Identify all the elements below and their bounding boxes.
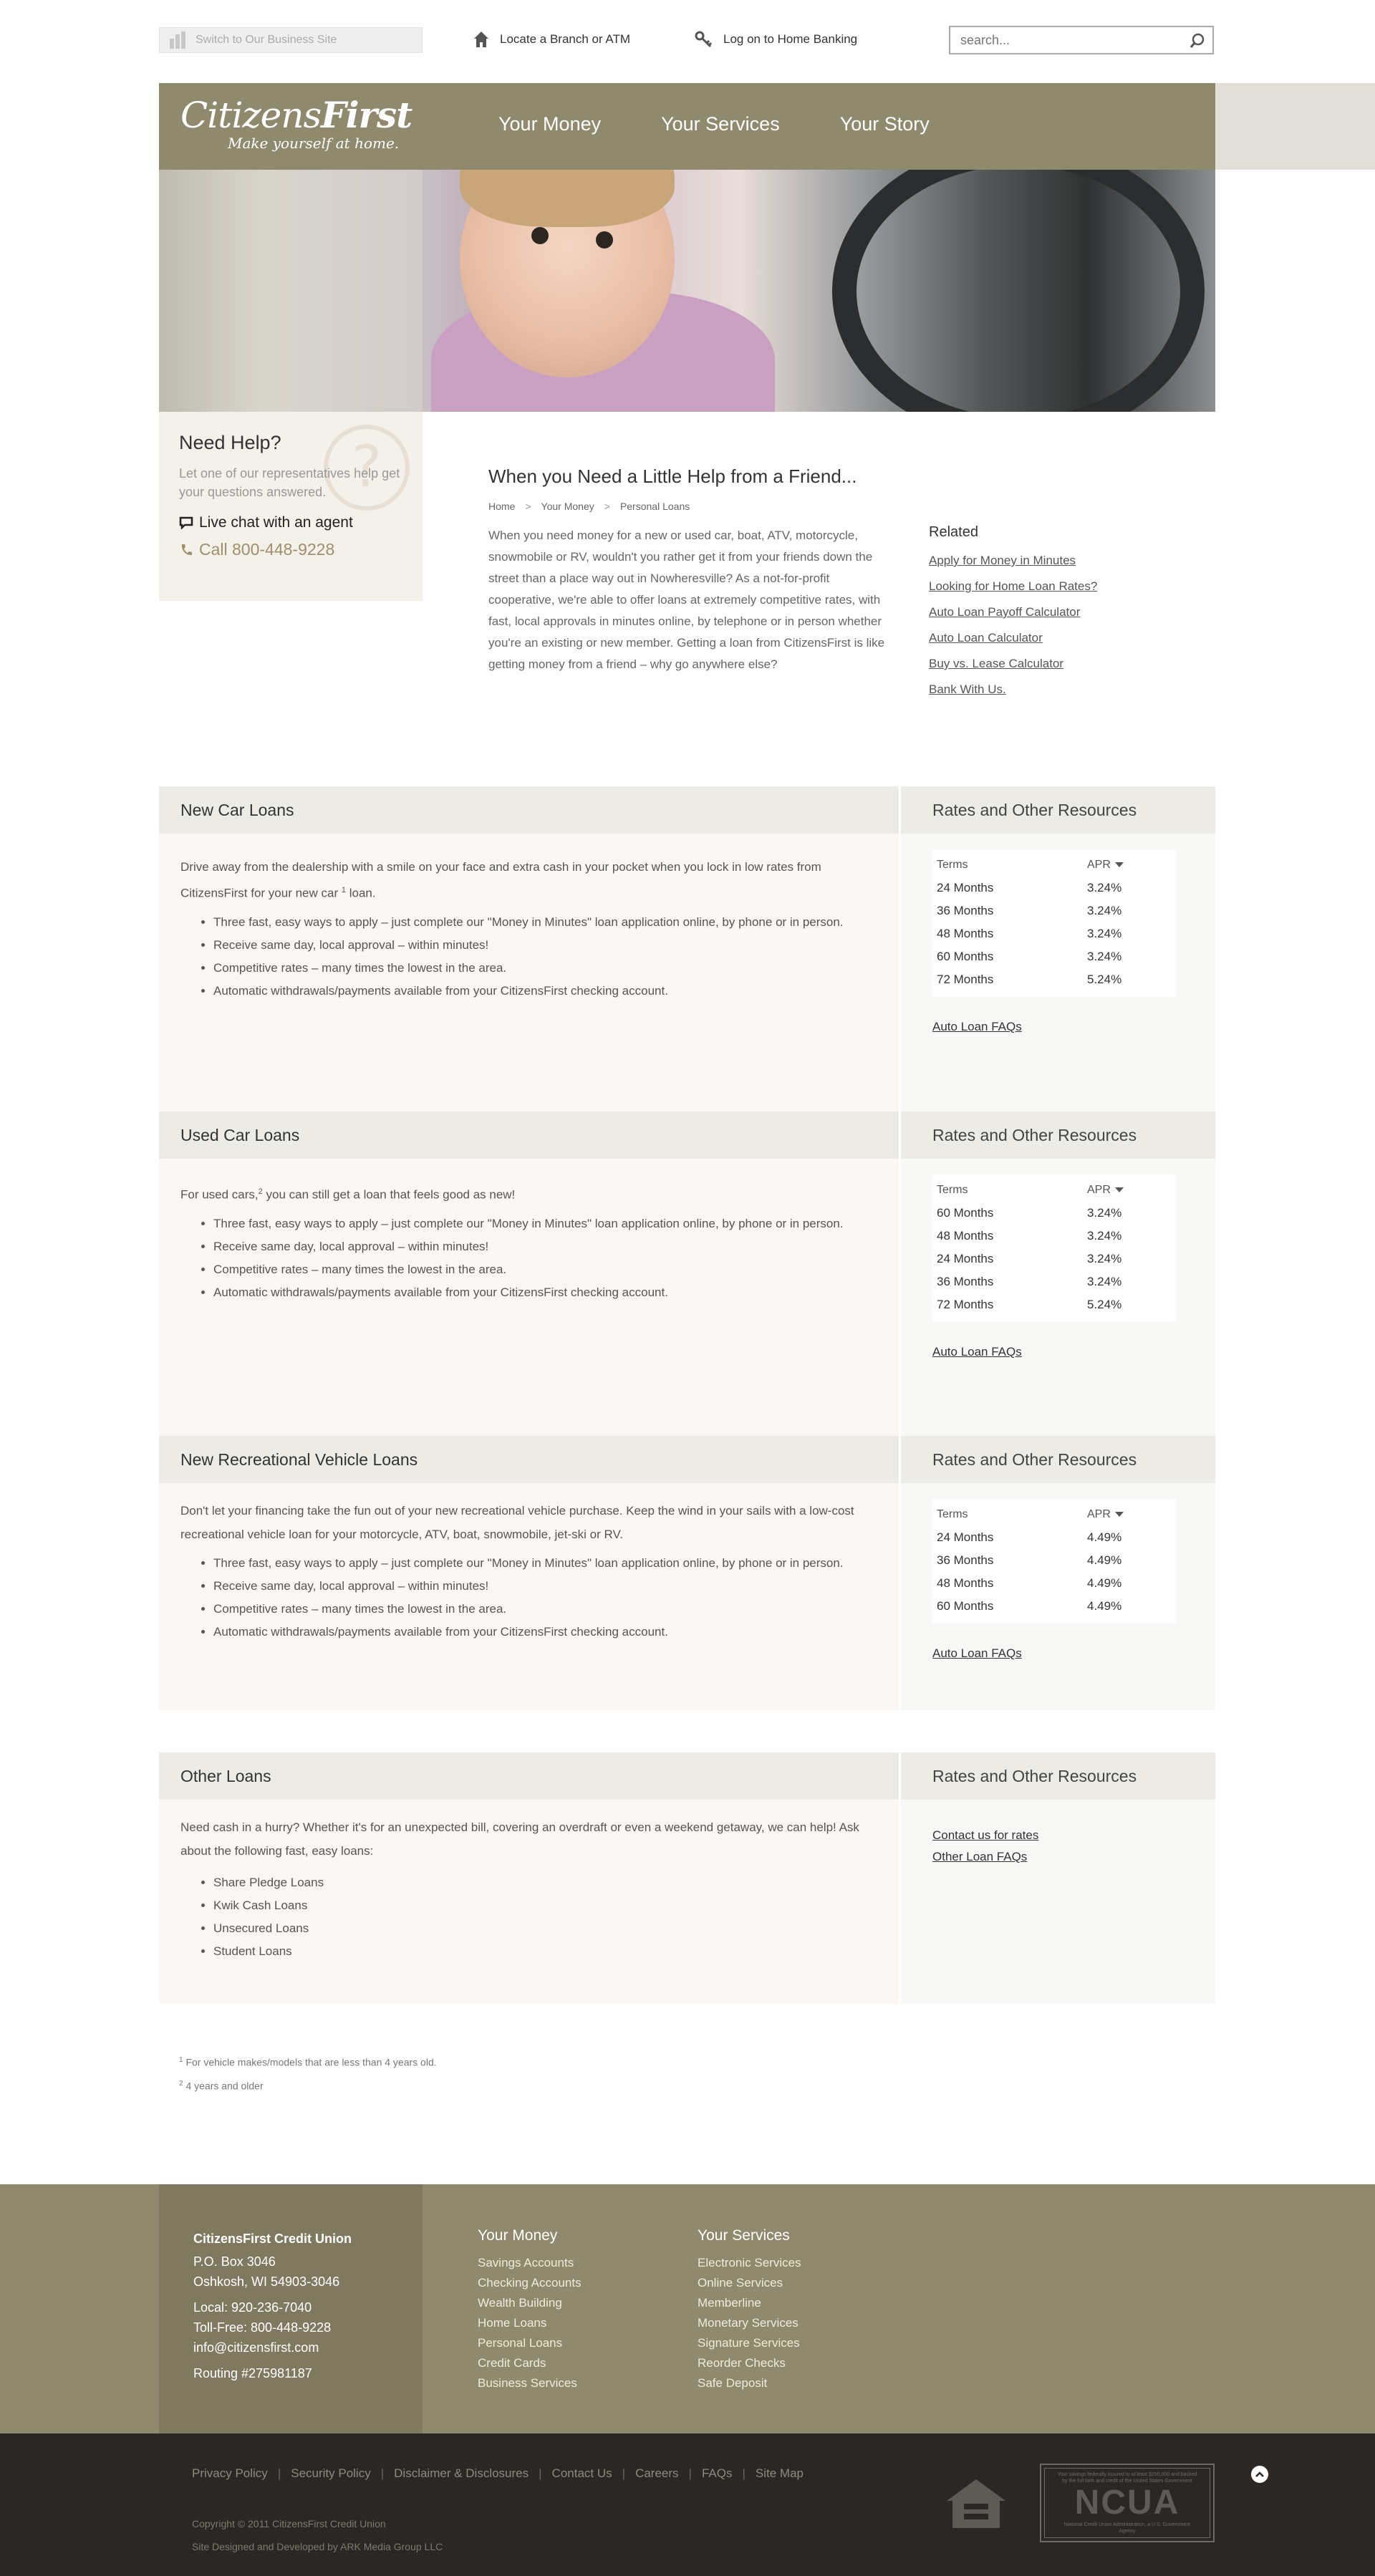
list-item: • Receive same day, local approval – within minutes! <box>213 934 879 957</box>
rates-title: Rates and Other Resources <box>899 1436 1215 1483</box>
table-row: 72 Months 5.24% <box>937 1298 1122 1311</box>
site-map-link[interactable]: Site Map <box>755 2466 804 2480</box>
rates-header-row: Terms APR <box>932 854 1176 877</box>
related-links <box>929 524 1187 708</box>
list-item: • Receive same day, local approval – within minutes! <box>213 1575 879 1598</box>
rates-title: Rates and Other Resources <box>899 1111 1215 1159</box>
locate-branch-label: Locate a Branch or ATM <box>500 32 631 46</box>
address-line: Oshkosh, WI 54903-3046 <box>193 2274 340 2289</box>
nav-your-story[interactable]: Your Story <box>839 113 930 135</box>
live-chat-link[interactable] <box>179 514 423 531</box>
caret-down-icon <box>1115 1187 1124 1192</box>
table-row: 36 Months 3.24% <box>937 1275 1122 1288</box>
related-link[interactable]: Apply for Money in Minutes <box>929 554 1076 567</box>
section-description: Need cash in a hurry? Whether it's for an unexpected bill, covering an overdraft or even a weekend getaway, we can help! Ask about the following fast, easy loans: <box>180 1820 859 1858</box>
footer-link[interactable]: Memberline <box>698 2296 761 2310</box>
switch-site-label: Switch to Our Business Site <box>196 34 337 46</box>
footer-your-money <box>478 2227 582 2393</box>
table-row: 60 Months 3.24% <box>937 950 1122 963</box>
ncua-top-text: Your savings federally insured to at least $250,000 and backed by the full faith and credit of the United States Government <box>1057 2472 1197 2484</box>
question-mark-icon: ? <box>324 425 410 511</box>
disclaimer-link[interactable]: Disclaimer & Disclosures <box>394 2466 529 2480</box>
footer-address <box>193 2229 352 2383</box>
footer-link[interactable]: Checking Accounts <box>478 2276 582 2290</box>
footer-link[interactable]: Online Services <box>698 2276 783 2290</box>
list-item: • Unsecured Loans <box>213 1917 879 1940</box>
footer-legal-links: Privacy Policy | Security Policy | Disclaimer & Disclosures | Contact Us | Careers | FAQs | Site Map <box>192 2466 804 2480</box>
need-help-title: Need Help? <box>179 432 281 453</box>
footer-link[interactable]: Electronic Services <box>698 2256 801 2269</box>
loan-type-list <box>180 1871 877 1963</box>
rates-table <box>932 1174 1176 1322</box>
breadcrumb-separator: > <box>525 501 531 512</box>
hero-left-veil <box>159 170 423 412</box>
list-item: • Automatic withdrawals/payments available from your CitizensFirst checking account. <box>213 980 879 1003</box>
phone-tollfree: Toll-Free: 800-448-9228 <box>193 2320 332 2335</box>
rv-loans-section <box>159 1436 1215 1710</box>
table-row: 36 Months 4.49% <box>937 1553 1122 1567</box>
rates-header-row: Terms APR <box>932 1179 1176 1202</box>
footer-link[interactable]: Personal Loans <box>478 2336 563 2350</box>
footer-top <box>0 2184 1375 2433</box>
apr-sort[interactable]: APR <box>1087 1184 1124 1197</box>
chat-bubble-icon <box>179 516 193 529</box>
table-row: 48 Months 3.24% <box>937 927 1122 940</box>
logo-regular: Citizens <box>180 95 322 136</box>
table-row: 24 Months 4.49% <box>937 1530 1122 1544</box>
footnote: $^1$ For vehicle makes/models that are less than 4 years old. <box>179 2056 437 2068</box>
security-policy-link[interactable]: Security Policy <box>291 2466 371 2480</box>
section-title: New Car Loans <box>159 786 899 834</box>
footer-link[interactable]: Reorder Checks <box>698 2356 786 2370</box>
rates-header-row: Terms APR <box>932 1503 1176 1526</box>
breadcrumb <box>488 501 889 512</box>
section-title: Used Car Loans <box>159 1111 899 1159</box>
copyright-text: Copyright © 2011 CitizensFirst Credit Union <box>192 2518 386 2529</box>
key-icon <box>695 30 713 49</box>
footer-link[interactable]: Business Services <box>478 2376 577 2390</box>
list-item: • Automatic withdrawals/payments available from your CitizensFirst checking account. <box>213 1621 879 1644</box>
table-row: 60 Months 3.24% <box>937 1206 1122 1220</box>
equal-housing-icon <box>944 2476 1008 2531</box>
header-side-panel <box>1215 83 1375 170</box>
list-item: • Competitive rates – many times the lowest in the area. <box>213 1258 879 1281</box>
rates-title: Rates and Other Resources <box>899 786 1215 834</box>
list-item: • Competitive rates – many times the lowest in the area. <box>213 957 879 980</box>
chevron-up-icon <box>1255 2471 1264 2478</box>
apr-sort[interactable]: APR <box>1087 1508 1124 1521</box>
need-help-box <box>159 412 423 601</box>
developer-credit: Site Designed and Developed by ARK Media Group LLC <box>192 2541 443 2552</box>
feature-list <box>180 1212 877 1304</box>
search-icon[interactable] <box>1190 33 1205 49</box>
child-eye-right <box>596 231 613 249</box>
other-loan-faqs-link[interactable]: Other Loan FAQs <box>932 1850 1028 1863</box>
feature-list <box>180 1552 877 1644</box>
table-row: 36 Months 3.24% <box>937 904 1122 917</box>
section-description: Don't let your financing take the fun out of your new recreational vehicle purchase. Keep the wind in your sails with a low-cost recreational vehicle loan for your motorcycle, ATV, boat, snowmobile, jet-ski or RV. <box>180 1504 854 1541</box>
hero-image <box>159 170 1215 412</box>
table-row: 48 Months 3.24% <box>937 1229 1122 1243</box>
used-car-loans-section <box>159 1111 1215 1437</box>
child-eye-left <box>531 227 549 244</box>
feature-list <box>180 911 877 1003</box>
home-banking-label: Log on to Home Banking <box>723 32 858 46</box>
page-title: When you Need a Little Help from a Friend... <box>488 465 857 487</box>
breadcrumb-current: Personal Loans <box>619 501 690 512</box>
ncua-badge <box>1040 2464 1215 2542</box>
phone-icon <box>179 543 193 557</box>
footer-link[interactable]: Signature Services <box>698 2336 800 2350</box>
footer-link[interactable]: Wealth Building <box>478 2296 562 2310</box>
steering-wheel-shape <box>832 170 1205 412</box>
email-link[interactable]: info@citizensfirst.com <box>193 2340 319 2355</box>
copyright-block <box>192 2512 443 2558</box>
list-item: • Automatic withdrawals/payments available from your CitizensFirst checking account. <box>213 1281 879 1304</box>
auto-loan-faqs-link[interactable]: Auto Loan FAQs <box>932 1020 1022 1033</box>
list-item: • Competitive rates – many times the lowest in the area. <box>213 1598 879 1621</box>
utility-bar <box>159 26 1214 54</box>
citizensfirst-logo[interactable] <box>180 94 412 152</box>
breadcrumb-home[interactable]: Home <box>488 501 516 512</box>
table-row: 48 Months 4.49% <box>937 1576 1122 1590</box>
org-name: CitizensFirst Credit Union <box>193 2232 352 2246</box>
table-row: 24 Months 3.24% <box>937 881 1122 894</box>
section-description: Drive away from the dealership with a smile on your face and extra cash in your pocket when you lock in low rates from CitizensFirst for your new car $^1$ loan. <box>180 860 821 900</box>
footer-link[interactable]: Safe Deposit <box>698 2376 768 2390</box>
call-phone-link[interactable] <box>179 540 423 559</box>
footer-link[interactable]: Credit Cards <box>478 2356 546 2370</box>
logo-bold: First <box>321 94 412 136</box>
footer-col-title: Your Money <box>478 2227 558 2244</box>
need-help-text: Let one of our representatives help get your questions answered. <box>179 466 400 499</box>
related-title: Related <box>929 524 978 540</box>
list-item: • Share Pledge Loans <box>213 1871 879 1894</box>
breadcrumb-separator: > <box>604 501 610 512</box>
table-row: 24 Months 3.24% <box>937 1252 1122 1265</box>
caret-down-icon <box>1115 862 1124 867</box>
table-row: 72 Months 5.24% <box>937 973 1122 986</box>
list-item: • Three fast, easy ways to apply – just complete our "Money in Minutes" loan application online, by phone or in person. <box>213 911 879 934</box>
search-box <box>949 26 1214 54</box>
switch-business-site-link[interactable] <box>159 27 423 53</box>
related-link[interactable]: Looking for Home Loan Rates? <box>929 579 1098 593</box>
search-input[interactable] <box>960 33 1190 48</box>
table-row: 60 Months 4.49% <box>937 1599 1122 1613</box>
intro-section <box>488 465 889 675</box>
logo-tagline: Make yourself at home. <box>228 135 400 152</box>
footer-bottom <box>0 2433 1375 2576</box>
home-icon <box>473 30 490 49</box>
apr-sort[interactable]: APR <box>1087 859 1124 872</box>
footnote: $^2$ 4 years and older <box>179 2079 264 2092</box>
privacy-policy-link[interactable]: Privacy Policy <box>192 2466 268 2480</box>
ncua-bottom-text: National Credit Union Administration, a U.S. Government Agency <box>1063 2522 1191 2534</box>
footer-col-title: Your Services <box>698 2227 790 2244</box>
address-line: P.O. Box 3046 <box>193 2254 276 2269</box>
footer-link[interactable]: Monetary Services <box>698 2316 799 2330</box>
phone-local: Local: 920-236-7040 <box>193 2300 312 2315</box>
building-icon <box>170 32 185 49</box>
auto-loan-faqs-link[interactable]: Auto Loan FAQs <box>932 1345 1022 1359</box>
intro-text: When you need money for a new or used car, boat, ATV, motorcycle, snowmobile or RV, wouldn't you rather get it from your friends down the street than a place way out in Nowheresville? As a not-for-profit cooperative, we're able to offer loans at extremely competitive rates, with fast, local approvals in minutes online, by telephone or in person whether you're an existing or new member. Getting a loan from CitizensFirst is like getting money from a friend – why go anywhere else? <box>488 529 885 671</box>
caret-down-icon <box>1115 1512 1124 1517</box>
contact-us-link[interactable]: Contact Us <box>551 2466 612 2480</box>
list-item: • Receive same day, local approval – within minutes! <box>213 1235 879 1258</box>
list-item: • Student Loans <box>213 1940 879 1963</box>
careers-link[interactable]: Careers <box>635 2466 679 2480</box>
new-car-loans-section <box>159 786 1215 1111</box>
footer-link[interactable]: Home Loans <box>478 2316 547 2330</box>
rates-title: Rates and Other Resources <box>899 1752 1215 1800</box>
footer-link[interactable]: Savings Accounts <box>478 2256 574 2269</box>
nav-your-money[interactable]: Your Money <box>498 113 602 135</box>
ncua-logo-text: NCUA <box>1074 2484 1180 2522</box>
related-link[interactable]: Auto Loan Calculator <box>929 631 1043 645</box>
call-phone-label: Call 800-448-9228 <box>199 540 335 559</box>
footer-your-services <box>698 2227 801 2393</box>
locate-branch-link[interactable] <box>473 30 630 49</box>
breadcrumb-your-money[interactable]: Your Money <box>541 501 594 512</box>
home-banking-link[interactable] <box>695 30 857 49</box>
section-title: Other Loans <box>159 1752 899 1800</box>
auto-loan-faqs-link[interactable]: Auto Loan FAQs <box>932 1646 1022 1660</box>
back-to-top-button[interactable] <box>1251 2466 1268 2483</box>
footnotes <box>179 2050 437 2096</box>
routing-number: Routing #275981187 <box>193 2366 312 2380</box>
related-link[interactable]: Auto Loan Payoff Calculator <box>929 605 1081 619</box>
list-item: • Kwik Cash Loans <box>213 1894 879 1917</box>
list-item: • Three fast, easy ways to apply – just complete our "Money in Minutes" loan application online, by phone or in person. <box>213 1212 879 1235</box>
main-nav <box>498 113 990 135</box>
section-description: For used cars,$^2$ you can still get a loan that feels good as new! <box>180 1187 516 1202</box>
list-item: • Three fast, easy ways to apply – just complete our "Money in Minutes" loan application online, by phone or in person. <box>213 1552 879 1575</box>
site-header <box>159 83 1215 170</box>
live-chat-label: Live chat with an agent <box>199 514 353 531</box>
related-link[interactable]: Buy vs. Lease Calculator <box>929 657 1064 670</box>
other-loans-section <box>159 1752 1215 2004</box>
nav-your-services[interactable]: Your Services <box>661 113 780 135</box>
section-title: New Recreational Vehicle Loans <box>159 1436 899 1483</box>
rates-table <box>932 1499 1176 1624</box>
faqs-link[interactable]: FAQs <box>701 2466 733 2480</box>
contact-rates-link[interactable]: Contact us for rates <box>932 1828 1039 1842</box>
related-link[interactable]: Bank With Us. <box>929 682 1006 696</box>
rates-table <box>932 849 1176 997</box>
